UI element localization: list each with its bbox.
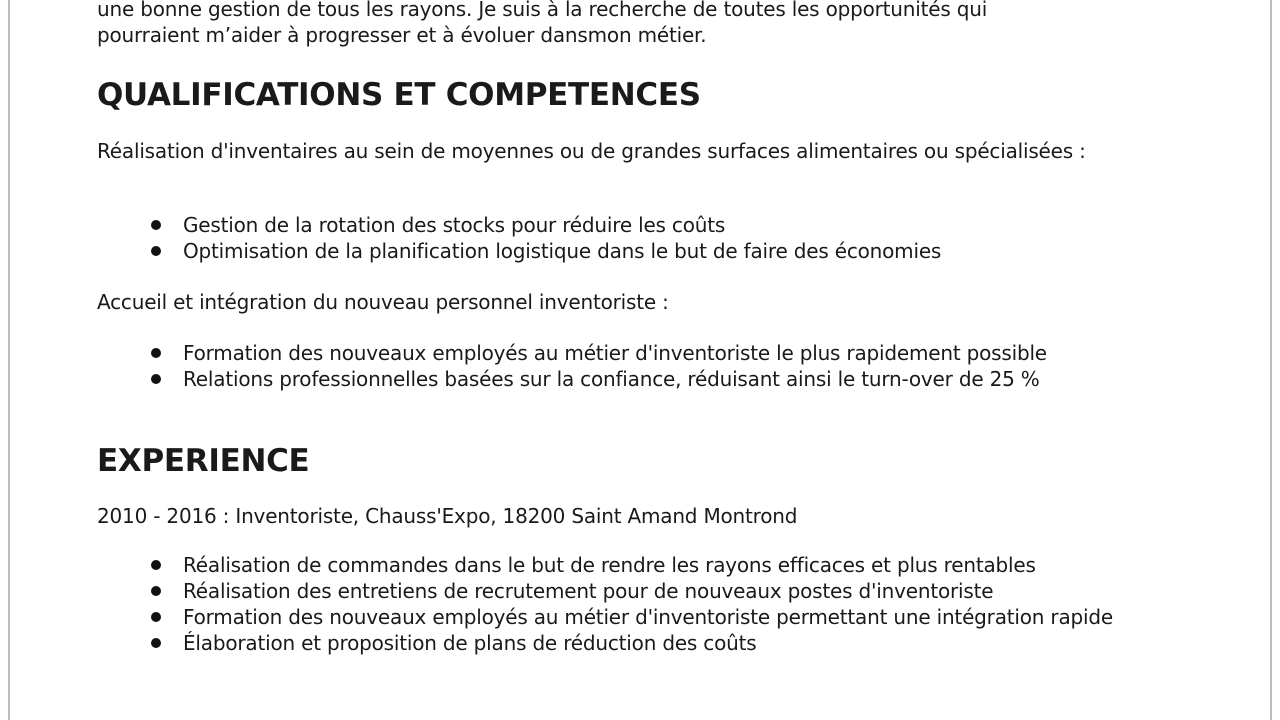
list-item: [151, 366, 1161, 392]
qualifications-group1-list: [151, 212, 1161, 264]
qualifications-group1-intro: Réalisation d'inventaires au sein de moyennes ou de grandes surfaces alimentaires ou spécialisées :: [97, 139, 1086, 163]
list-item: [151, 604, 1161, 630]
list-item-text: Réalisation de commandes dans le but de rendre les rayons efficaces et plus rentables: [183, 553, 1036, 577]
bullet-icon: [151, 374, 161, 384]
intro-line-1: une bonne gestion de tous les rayons. Je suis à la recherche de toutes les opportunités qui: [97, 0, 988, 21]
list-item: [151, 238, 1161, 264]
bullet-icon: [151, 560, 161, 570]
bullet-icon: [151, 220, 161, 230]
page-border-right: [1270, 0, 1272, 720]
list-item: [151, 630, 1161, 656]
list-item-text: Optimisation de la planification logistique dans le but de faire des économies: [183, 239, 942, 263]
qualifications-group2-intro: Accueil et intégration du nouveau personnel inventoriste :: [97, 290, 669, 314]
list-item-text: Relations professionnelles basées sur la confiance, réduisant ainsi le turn-over de 25 %: [183, 367, 1040, 391]
bullet-icon: [151, 586, 161, 596]
qualifications-group2-list: [151, 340, 1161, 392]
list-item-text: Réalisation des entretiens de recrutement pour de nouveaux postes d'inventoriste: [183, 579, 994, 603]
bullet-icon: [151, 348, 161, 358]
page-border-left: [8, 0, 10, 720]
intro-paragraph: [97, 0, 987, 48]
list-item: [151, 212, 1161, 238]
list-item-text: Formation des nouveaux employés au métier d'inventoriste le plus rapidement possible: [183, 341, 1047, 365]
list-item: [151, 552, 1161, 578]
section-title-qualifications: QUALIFICATIONS ET COMPETENCES: [97, 77, 701, 113]
bullet-icon: [151, 612, 161, 622]
section-title-experience: EXPERIENCE: [97, 443, 310, 479]
list-item-text: Formation des nouveaux employés au métier d'inventoriste permettant une intégration rapide: [183, 605, 1113, 629]
list-item-text: Élaboration et proposition de plans de réduction des coûts: [183, 631, 757, 655]
experience-job1-header: 2010 - 2016 : Inventoriste, Chauss'Expo, 18200 Saint Amand Montrond: [97, 504, 798, 528]
bullet-icon: [151, 638, 161, 648]
list-item: [151, 578, 1161, 604]
intro-line-2: pourraient m’aider à progresser et à évoluer dansmon métier.: [97, 23, 707, 47]
list-item-text: Gestion de la rotation des stocks pour réduire les coûts: [183, 213, 726, 237]
experience-job1-list: [151, 552, 1161, 656]
bullet-icon: [151, 246, 161, 256]
list-item: [151, 340, 1161, 366]
